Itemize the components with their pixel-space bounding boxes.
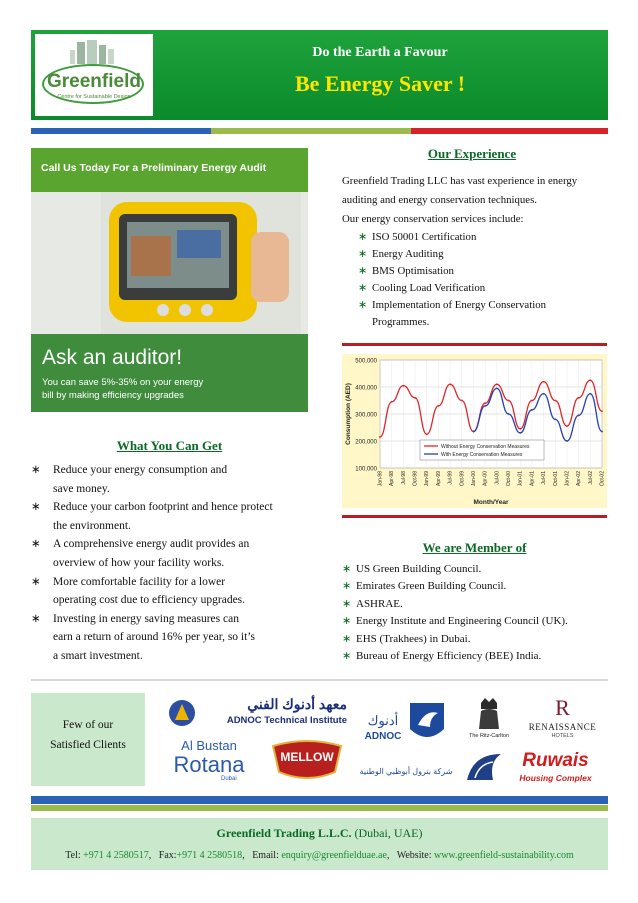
benefit-item bbox=[31, 610, 321, 666]
ruwais-name: Ruwais bbox=[522, 750, 589, 771]
membership-item: ∗ Energy Institute and Engineering Council (UK). bbox=[342, 613, 608, 630]
stripe-olive bbox=[211, 128, 411, 134]
series-point-2 bbox=[484, 405, 486, 407]
stripe-blue bbox=[31, 128, 211, 134]
series-point-2 bbox=[601, 431, 603, 433]
x-tick-label: Jan-00 bbox=[470, 471, 477, 487]
benefit-line: operating cost due to efficiency upgrades. bbox=[53, 594, 246, 607]
series-point-1 bbox=[414, 397, 416, 399]
benefit-item bbox=[31, 535, 321, 572]
adnoc-ti-name: ADNOC Technical Institute bbox=[226, 715, 347, 726]
divider-top bbox=[342, 343, 607, 346]
x-tick-label: Oct-00 bbox=[506, 471, 513, 487]
x-tick-label: Jul-01 bbox=[541, 471, 548, 485]
series-point-1 bbox=[531, 400, 533, 402]
footer-stripe-blue bbox=[31, 796, 608, 804]
series-point-1 bbox=[554, 400, 556, 402]
photo-title: Ask an auditor! bbox=[42, 346, 183, 369]
series-point-1 bbox=[543, 381, 545, 383]
benefit-line: earn a return of around 16% per year, so it’s bbox=[53, 631, 255, 644]
divider-bottom bbox=[342, 515, 607, 518]
series-point-1 bbox=[426, 433, 428, 435]
web-label: Website: bbox=[396, 850, 434, 861]
fax-label: Fax: bbox=[158, 850, 177, 861]
tel-label: Tel: bbox=[65, 850, 84, 861]
x-tick-label: Oct-01 bbox=[552, 471, 559, 487]
clients-label-box bbox=[31, 693, 145, 786]
y-tick-label: 200,000 bbox=[355, 439, 377, 446]
experience-item: ∗ Energy Auditing bbox=[358, 246, 596, 263]
membership-item: ∗ Bureau of Energy Efficiency (BEE) India. bbox=[342, 648, 608, 665]
series-point-2 bbox=[508, 413, 510, 415]
series-point-1 bbox=[496, 383, 498, 385]
benefit-line: save money. bbox=[53, 482, 110, 495]
footer-company: Greenfield Trading L.L.C. bbox=[216, 826, 352, 840]
photo-banner-text: Call Us Today For a Preliminary Energy Audit bbox=[41, 162, 267, 174]
chart-svg bbox=[342, 354, 607, 508]
series-point-2 bbox=[519, 432, 521, 434]
auditor-photo bbox=[31, 148, 308, 412]
renaissance-name: RENAISSANCE bbox=[528, 722, 597, 732]
x-tick-label: Jul-02 bbox=[587, 471, 594, 485]
series-point-2 bbox=[554, 419, 556, 421]
x-tick-label: Jul-00 bbox=[494, 471, 501, 485]
experience-heading: Our Experience bbox=[427, 146, 517, 161]
benefit-line: ∗ More comfortable facility for a lower bbox=[53, 575, 226, 588]
footer bbox=[31, 818, 608, 870]
series-point-1 bbox=[449, 383, 451, 385]
thermal-camera-icon bbox=[101, 192, 301, 334]
renaissance-r: R bbox=[555, 695, 570, 720]
experience-intro: Our energy conservation services include: bbox=[342, 213, 524, 225]
mellow-logo bbox=[264, 735, 350, 787]
header-title: Be Energy Saver ! bbox=[294, 71, 466, 96]
series-point-2 bbox=[473, 431, 475, 433]
ruwais-eagle-icon bbox=[465, 750, 505, 785]
ritz-lion-crown-icon bbox=[475, 697, 503, 731]
x-tick-label: Apr-99 bbox=[435, 471, 442, 487]
renaissance-sub: HOTELS bbox=[551, 733, 574, 739]
series-point-1 bbox=[379, 436, 381, 438]
section-separator bbox=[31, 679, 608, 681]
benefit-line: overview of how your facility works. bbox=[53, 556, 225, 569]
series-point-2 bbox=[531, 409, 533, 411]
x-tick-label: Jan-99 bbox=[424, 471, 431, 487]
x-tick-label: Jan-98 bbox=[377, 471, 384, 487]
benefit-line: the environment. bbox=[53, 519, 131, 532]
experience-item: ∗ ISO 50001 Certification bbox=[358, 229, 596, 246]
series-point-1 bbox=[589, 379, 591, 381]
legend-entry: With Energy Conservation Measures bbox=[441, 452, 523, 458]
benefit-item bbox=[31, 573, 321, 610]
benefit-line: a smart investment. bbox=[53, 649, 143, 662]
adnoc-ti-emblem-icon bbox=[167, 698, 197, 728]
membership-item: ∗ ASHRAE. bbox=[342, 596, 608, 613]
series-point-1 bbox=[484, 402, 486, 404]
series-point-1 bbox=[601, 410, 603, 412]
stripe-red bbox=[411, 128, 608, 134]
experience-list bbox=[358, 229, 596, 331]
benefit-line: ∗ Reduce your carbon footprint and hence protect bbox=[53, 501, 273, 514]
legend-entry: Without Energy Conservation Measures bbox=[441, 444, 530, 450]
benefit-line: ∗ Investing in energy saving measures can bbox=[53, 612, 239, 625]
x-tick-label: Jul-99 bbox=[447, 471, 454, 485]
benefit-line: ∗ A comprehensive energy audit provides an bbox=[53, 538, 250, 551]
website-link[interactable]: www.greenfield-sustainability.com bbox=[433, 850, 574, 861]
y-tick-label: 400,000 bbox=[355, 385, 377, 392]
series-point-2 bbox=[578, 414, 580, 416]
series-point-2 bbox=[589, 393, 591, 395]
get-heading: What You Can Get bbox=[116, 438, 223, 453]
bustan-line1: Al Bustan bbox=[181, 738, 237, 753]
y-tick-label: 100,000 bbox=[355, 466, 377, 473]
adnoc-technical-institute-logo bbox=[163, 694, 349, 731]
membership-item: ∗ Emirates Green Building Council. bbox=[342, 578, 608, 595]
series-point-2 bbox=[566, 440, 568, 442]
x-tick-label: Jan-01 bbox=[517, 471, 524, 487]
x-tick-label: Apr-01 bbox=[529, 471, 536, 487]
series-point-2 bbox=[496, 387, 498, 389]
greenfield-logo bbox=[35, 34, 153, 116]
building-icon bbox=[57, 40, 131, 64]
benefit-line: ∗ Reduce your energy consumption and bbox=[53, 464, 228, 476]
experience-paragraph: Greenfield Trading LLC has vast experience in energy auditing and energy conservation techniques. bbox=[342, 175, 578, 206]
x-tick-label: Apr-98 bbox=[389, 471, 396, 487]
footer-contact-line: Tel: +971 4 2580517, Fax:+971 4 2580518, Email: enquiry@greenfielduae.ae, Website: www.greenfield-sustainability.com bbox=[65, 850, 574, 861]
email-label: Email: bbox=[252, 850, 282, 861]
x-tick-label: Oct-99 bbox=[459, 471, 466, 487]
x-tick-label: Oct-98 bbox=[412, 471, 419, 487]
series-point-1 bbox=[519, 428, 521, 430]
x-tick-label: Apr-02 bbox=[576, 471, 583, 487]
series-point-1 bbox=[438, 405, 440, 407]
mellow-name: MELLOW bbox=[280, 750, 334, 764]
clients-label-line2: Satisfied Clients bbox=[50, 739, 126, 751]
footer-company-line bbox=[31, 826, 608, 841]
adnoc-arabic: أدنوك bbox=[367, 713, 399, 728]
series-point-1 bbox=[391, 401, 393, 403]
experience-item: ∗ Cooling Load Verification bbox=[358, 280, 596, 297]
clients-label bbox=[31, 715, 145, 755]
series-point-1 bbox=[508, 400, 510, 402]
tel-number[interactable]: +971 4 2580517 bbox=[83, 850, 149, 861]
x-tick-label: Oct-02 bbox=[599, 471, 606, 487]
ritz-carlton-logo bbox=[463, 694, 515, 744]
header-tagline: Do the Earth a Favour bbox=[312, 45, 448, 60]
email-link[interactable]: enquiry@greenfielduae.ae bbox=[281, 850, 387, 861]
footer-city: (Dubai, UAE) bbox=[354, 826, 423, 840]
y-tick-label: 500,000 bbox=[355, 358, 377, 365]
fax-number: +971 4 2580518 bbox=[176, 850, 243, 861]
ruwais-sub: Housing Complex bbox=[519, 773, 592, 783]
logo-wordmark: Greenfield bbox=[47, 71, 141, 92]
bustan-line2: Rotana bbox=[173, 752, 245, 777]
x-axis-label: Month/Year bbox=[473, 499, 509, 506]
experience-item: ∗ Implementation of Energy Conservation Programmes. bbox=[358, 297, 596, 331]
membership-item: ∗ EHS (Trakhees) in Dubai. bbox=[342, 631, 608, 648]
photo-subtitle-1: You can save 5%-35% on your energy bbox=[42, 377, 204, 388]
renaissance-hotels-logo bbox=[519, 694, 606, 744]
adnoc-logo bbox=[358, 693, 454, 787]
ruwais-housing-logo bbox=[463, 748, 606, 787]
bustan-line3: Dubai bbox=[221, 776, 237, 782]
experience-item: ∗ BMS Optimisation bbox=[358, 263, 596, 280]
y-tick-label: 300,000 bbox=[355, 412, 377, 419]
photo-subtitle-2: bill by making efficiency upgrades bbox=[42, 390, 184, 401]
series-point-1 bbox=[402, 385, 404, 387]
benefit-item bbox=[31, 461, 321, 498]
ritz-name: The Ritz-Carlton bbox=[468, 733, 510, 739]
adnoc-falcon-icon bbox=[406, 699, 448, 745]
y-axis-label: Consumption (AED) bbox=[345, 383, 352, 445]
adnoc-arabic-full: شركة بترول أبوظبي الوطنية bbox=[359, 767, 453, 776]
footer-stripe-olive bbox=[31, 805, 608, 811]
membership-item: ∗ US Green Building Council. bbox=[342, 561, 608, 578]
x-tick-label: Jul-98 bbox=[400, 471, 407, 485]
clients-label-line1: Few of our bbox=[62, 719, 114, 731]
series-point-1 bbox=[566, 425, 568, 427]
member-list bbox=[342, 561, 608, 665]
member-heading: We are Member of bbox=[422, 540, 527, 555]
benefit-item bbox=[31, 498, 321, 535]
consumption-chart bbox=[342, 354, 607, 508]
series-point-1 bbox=[461, 400, 463, 402]
x-tick-label: Jan-02 bbox=[564, 471, 571, 487]
al-bustan-rotana-logo bbox=[163, 735, 255, 787]
logo-tagline: Centre for Sustainable Design bbox=[57, 94, 131, 100]
get-list bbox=[31, 461, 321, 666]
series-point-1 bbox=[578, 397, 580, 399]
adnoc-ti-arabic: معهد أدنوك الفني bbox=[247, 696, 347, 712]
adnoc-name: ADNOC bbox=[364, 731, 402, 742]
series-point-2 bbox=[543, 393, 545, 395]
x-tick-label: Apr-00 bbox=[482, 471, 489, 487]
